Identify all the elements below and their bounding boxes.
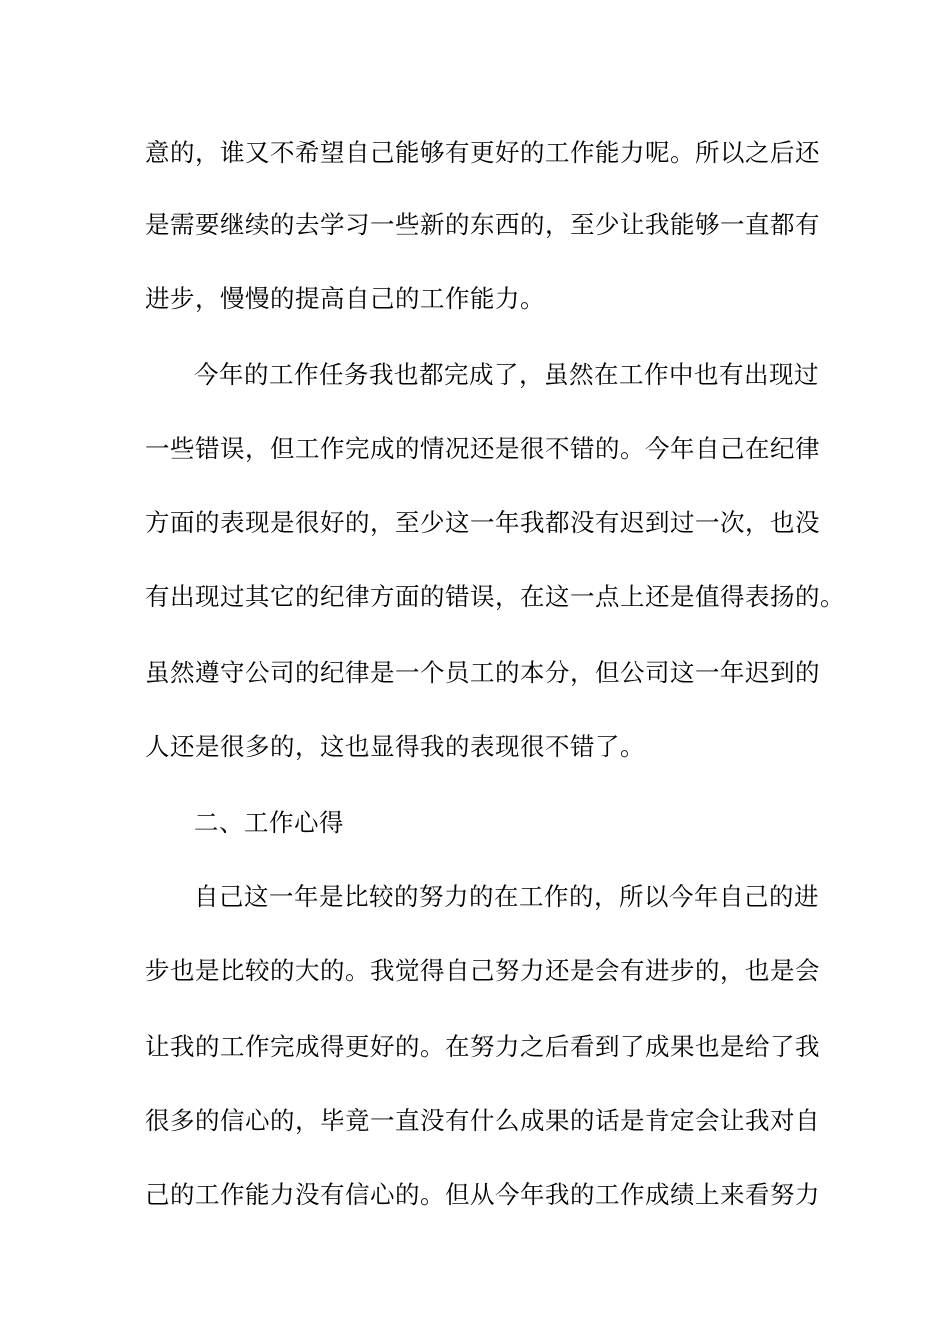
text-line-15: 己的工作能力没有信心的。但从今年我的工作成绩上来看努力 (145, 1180, 820, 1209)
text-line-14: 很多的信心的，毕竟一直没有什么成果的话是肯定会让我对自 (145, 1106, 820, 1135)
text-line-5: 一些错误，但工作完成的情况还是很不错的。今年自己在纪律 (145, 434, 820, 463)
paragraph-start-line: 自己这一年是比较的努力的在工作的，所以今年自己的进 (194, 882, 819, 911)
text-line-1: 意的，谁又不希望自己能够有更好的工作能力呢。所以之后还 (145, 138, 820, 167)
text-line-13: 让我的工作完成得更好的。在努力之后看到了成果也是给了我 (145, 1032, 820, 1061)
section-heading: 二、工作心得 (194, 808, 344, 837)
text-line-12: 步也是比较的大的。我觉得自己努力还是会有进步的，也是会 (145, 956, 820, 985)
text-line-3: 进步，慢慢的提高自己的工作能力。 (145, 284, 545, 313)
text-line-9: 人还是很多的，这也显得我的表现很不错了。 (145, 732, 645, 761)
text-line-8: 虽然遵守公司的纪律是一个员工的本分，但公司这一年迟到的 (145, 658, 820, 687)
text-line-2: 是需要继续的去学习一些新的东西的，至少让我能够一直都有 (145, 210, 820, 239)
paragraph-start-line: 今年的工作任务我也都完成了，虽然在工作中也有出现过 (194, 360, 819, 389)
text-line-7: 有出现过其它的纪律方面的错误，在这一点上还是值得表扬的。 (145, 582, 845, 611)
text-line-6: 方面的表现是很好的，至少这一年我都没有迟到过一次，也没 (145, 508, 820, 537)
